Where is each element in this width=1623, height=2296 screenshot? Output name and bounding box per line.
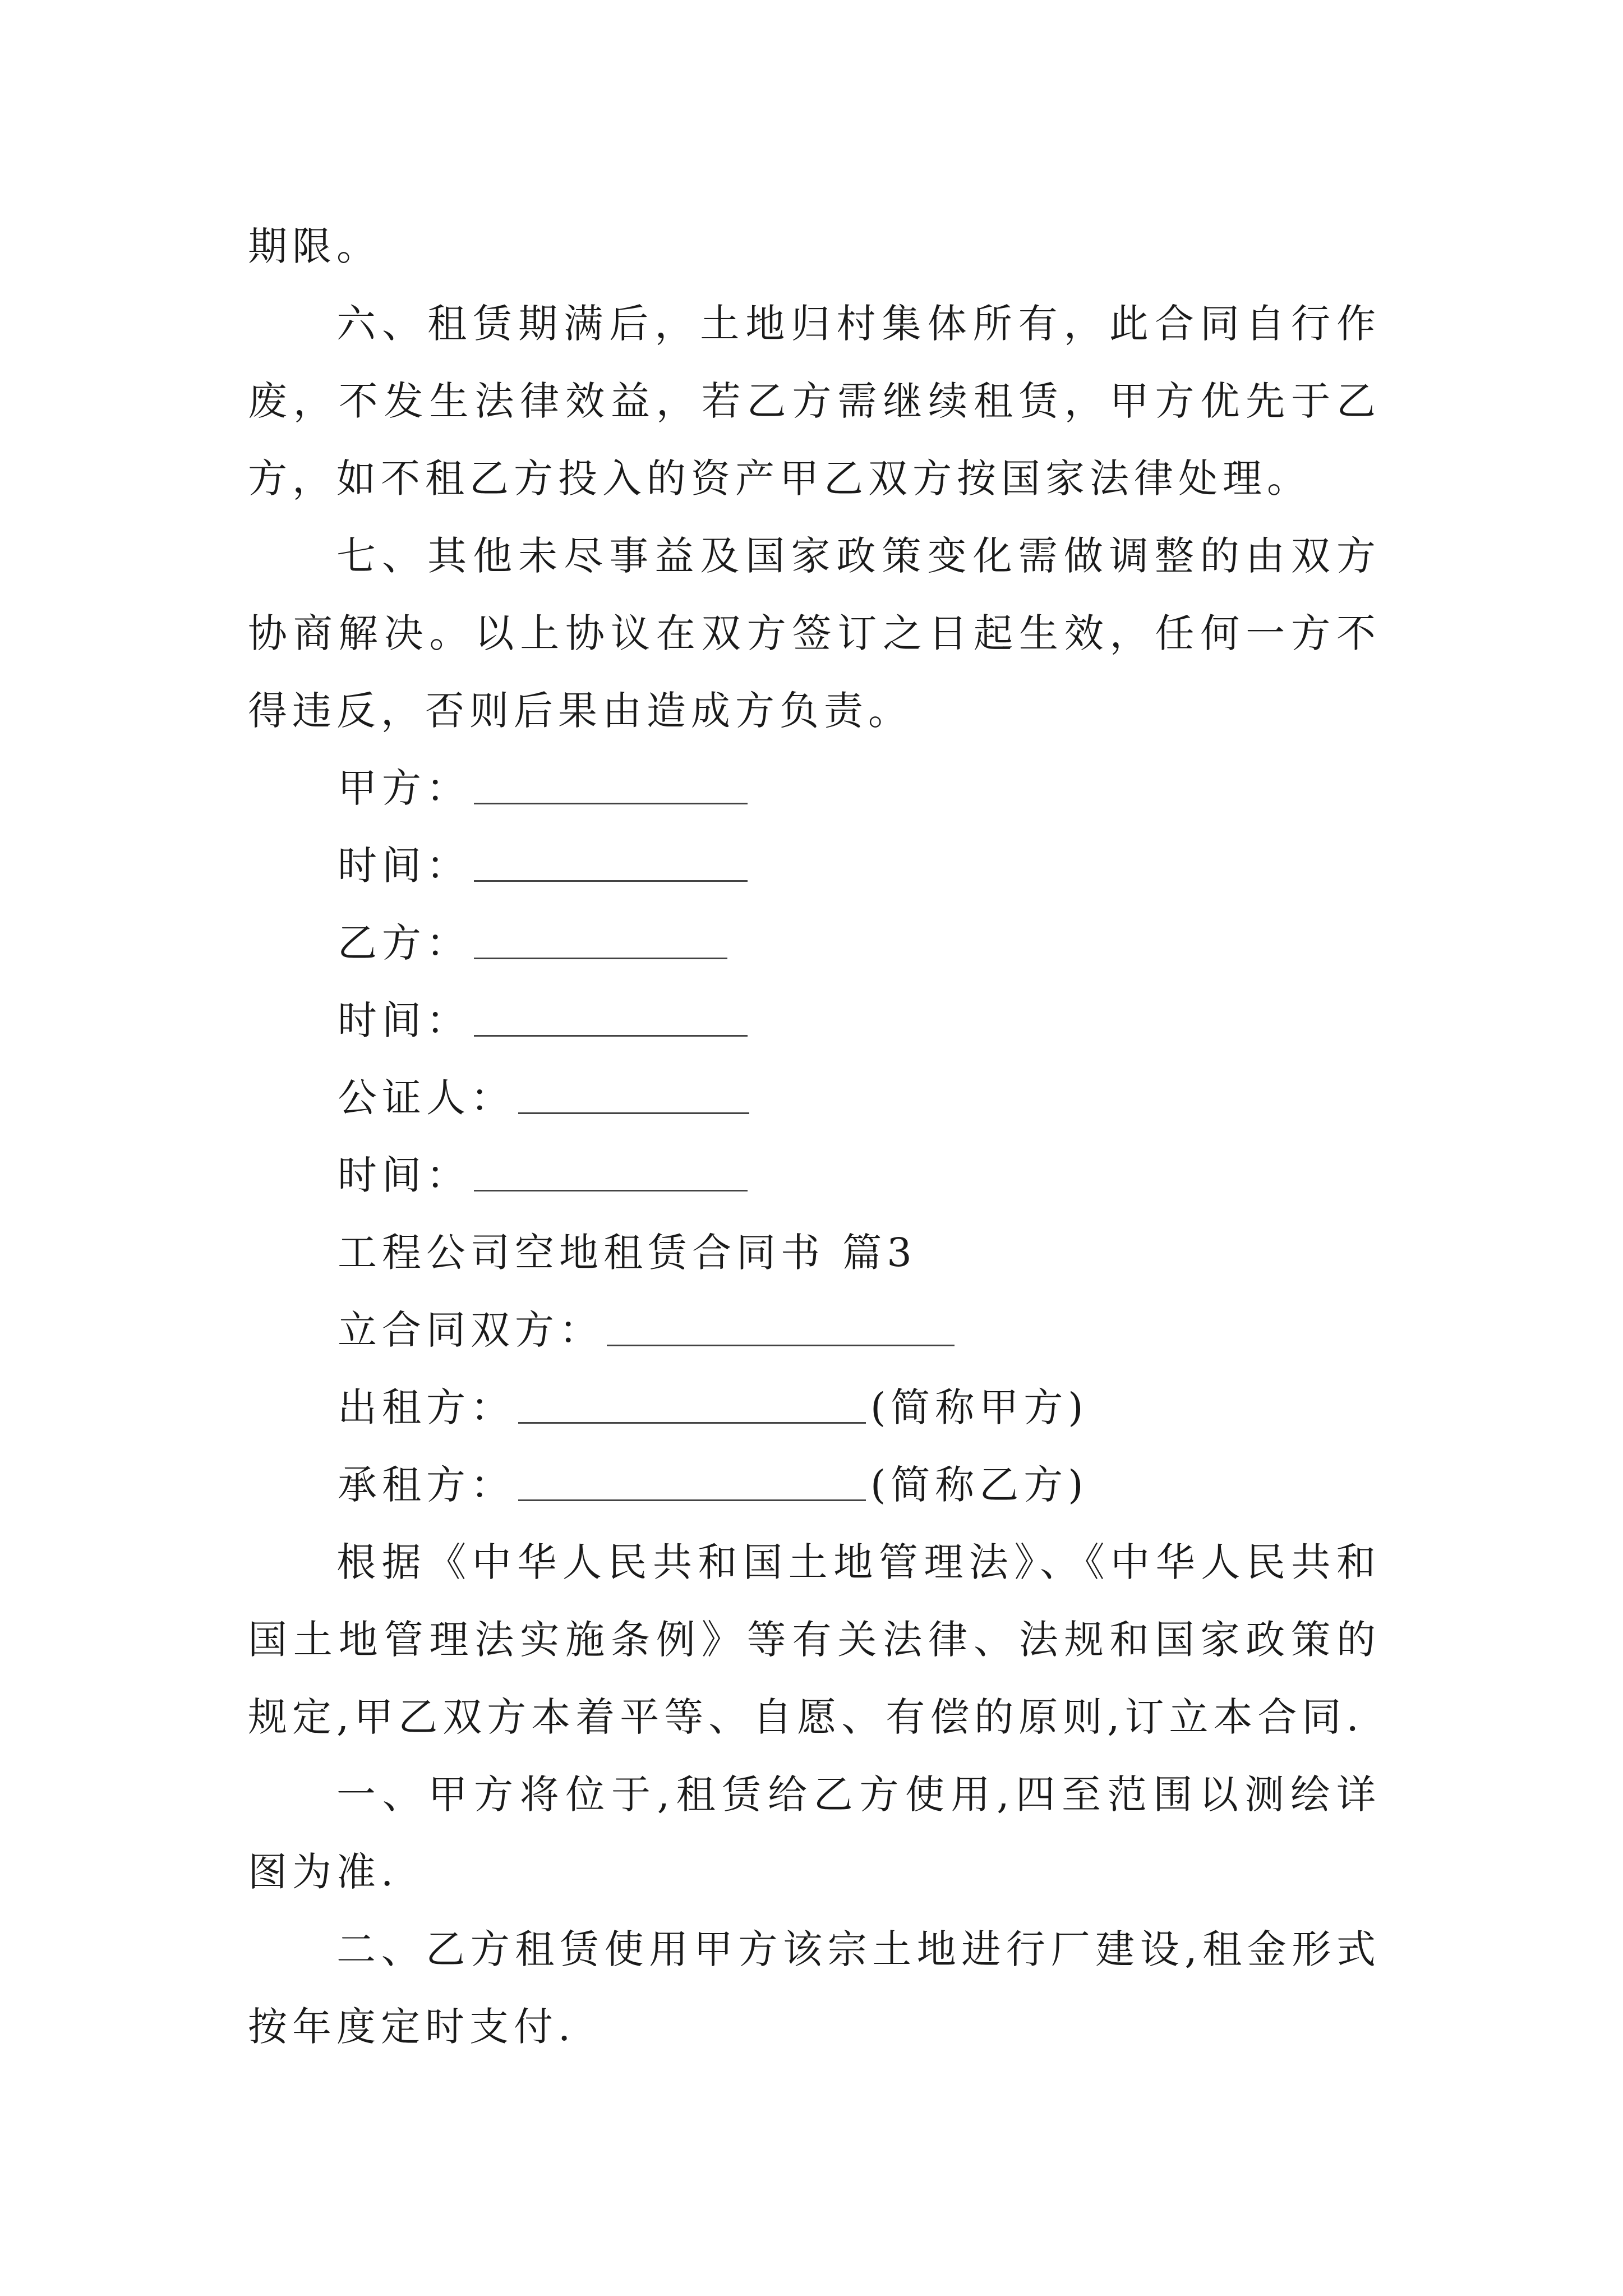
signature-blank[interactable] (474, 1034, 748, 1037)
signature-blank[interactable] (518, 1112, 749, 1114)
document-body (248, 208, 1381, 2065)
party-blank[interactable] (607, 1344, 955, 1346)
signature-time-notary: 时间： (248, 1137, 1381, 1214)
clause-six: 六、租赁期满后，土地归村集体所有，此合同自行作废，不发生法律效益，若乙方需继续租赁，甲方优先于乙方，如不租乙方投入的资产甲乙双方按国家法律处理。 (248, 301, 1381, 501)
lessor-field: 出租方： (简称甲方) (338, 1384, 1089, 1430)
signature-time-b: 时间： (248, 982, 1381, 1059)
clause-seven: 七、其他未尽事益及国家政策变化需做调整的由双方协商解决。以上协议在双方签订之日起生效，任何一方不得违反，否则后果由造成方负责。 (248, 533, 1381, 734)
lessee-field: 承租方： (简称乙方) (338, 1462, 1089, 1508)
lessor-blank[interactable] (518, 1421, 866, 1424)
signature-blank[interactable] (474, 880, 748, 882)
signature-blank[interactable] (474, 1189, 748, 1191)
signature-party-b: 乙方： (248, 904, 1381, 982)
signature-blank[interactable] (474, 957, 727, 959)
signature-notary: 公证人： (248, 1059, 1381, 1137)
lessee-blank[interactable] (518, 1499, 866, 1501)
clause-one: 一、甲方将位于,租赁给乙方使用,四至范围以测绘详图为准. (248, 1772, 1381, 1895)
contract-parties: 立合同双方： (248, 1291, 1381, 1369)
signature-party-a: 甲方： (248, 749, 1381, 827)
paragraph-continuation: 期限。 (248, 223, 381, 269)
signature-blank[interactable] (474, 802, 748, 804)
legal-basis-paragraph: 根据《中华人民共和国土地管理法》、《中华人民共和国土地管理法实施条例》等有关法律、法规和国家政策的规定,甲乙双方本着平等、自愿、有偿的原则,订立本合同. (248, 1539, 1381, 1740)
section-title: 工程公司空地租赁合同书 篇3 (338, 1230, 917, 1276)
signature-time-a: 时间： (248, 827, 1381, 904)
clause-two: 二、乙方租赁使用甲方该宗土地进行厂建设,租金形式按年度定时支付. (248, 1926, 1381, 2050)
